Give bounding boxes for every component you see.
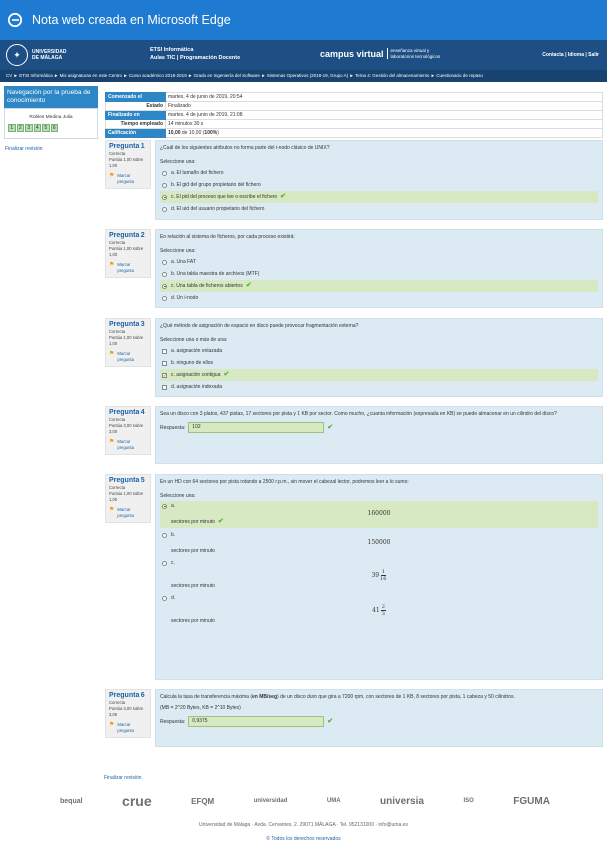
question-label: Pregunta (109, 143, 140, 150)
value-numerator: 1 (381, 569, 385, 575)
finish-review-link-bottom[interactable]: Finalizar revisión (104, 775, 142, 781)
grade-label: Calificación (106, 129, 166, 138)
state-value: Finalizado (166, 102, 603, 111)
started-label: Comenzado el (106, 93, 166, 102)
question-3 (105, 318, 603, 397)
option-c[interactable] (160, 280, 598, 292)
uma-seal-logo[interactable]: UMA (326, 798, 341, 804)
window-titlebar (0, 0, 607, 40)
question-4 (105, 406, 603, 464)
question-button-1[interactable]: 1 (8, 124, 16, 132)
efqm-logo[interactable]: EFQM (191, 796, 215, 806)
question-text: ¿Qué método de asignación de espacio en disco puede provocar fragmentación externa? (160, 323, 359, 329)
option-label: c. asignación contigua (171, 372, 221, 378)
question-text: En un HD con 64 sectores por pista rotando a 2500 r.p.m., sin mover el cabezal lector, podremos leer a lo sumo: (160, 479, 409, 485)
crue-logo[interactable]: crue (122, 793, 152, 809)
option-a[interactable] (160, 345, 598, 357)
option-d[interactable] (160, 203, 598, 215)
option-a[interactable] (160, 256, 598, 268)
flag-label: Marcar pregunta (117, 507, 134, 518)
option-label: b. Una tabla maestra de archivos (MTF) (171, 271, 260, 277)
flag-icon: ⚑ (109, 722, 115, 728)
option-label: d. Un i-nodo (171, 295, 199, 301)
breadcrumb[interactable]: CV ► ETSI Informática ► Mis asignaturas en este Centro ► Curso académico 2018-2019 ► Grado en Ingeniería del Software ► Sistemas Operativos (2018-19, Grupo A) ► Tema 4: Gestión del almacenamiento ► Cuestionario de repaso (0, 70, 607, 82)
question-score: Puntúa 1,00 sobre 1,00 (109, 335, 144, 346)
finished-value: martes, 4 de junio de 2019, 21:08 (166, 111, 603, 120)
question-content (155, 318, 603, 397)
answer-prompt: Seleccione una: (160, 248, 196, 254)
correct-check-icon: ✔ (217, 518, 224, 525)
text-part: ) de un disco duro que gira a 7200 rpm, con sectores de 1 KB, 8 sectores por pista, 1 cabeza y 50 cilindros. (277, 694, 515, 700)
question-6 (105, 689, 603, 747)
option-value: 150000 (367, 539, 391, 546)
question-label: Pregunta (109, 692, 140, 699)
attempt-summary (105, 92, 603, 138)
correct-check-icon: ✔ (327, 423, 334, 431)
value-denominator: 16 (380, 576, 387, 582)
quiz-navigation-title: Navegación por la prueba de conocimiento (4, 86, 98, 108)
campus-subtitle-2: laboratorios tecnológicos (390, 53, 441, 59)
question-content (155, 406, 603, 464)
flag-question-link[interactable] (109, 507, 147, 519)
option-label: b. ninguno de ellos (171, 360, 213, 366)
flag-label: Marcar pregunta (117, 439, 134, 450)
radio[interactable] (162, 171, 167, 176)
question-number: 6 (140, 692, 145, 699)
question-info (105, 689, 151, 738)
option-c[interactable] (160, 191, 598, 203)
state-label: Estado (106, 102, 166, 111)
option-unit: sectores por minuto (171, 583, 215, 589)
question-info (105, 318, 151, 367)
question-content (155, 474, 603, 680)
question-score: Puntúa 3,00 sobre 3,00 (109, 423, 144, 434)
footer-copyright[interactable]: © Todos los derechos reservados (266, 836, 341, 842)
window-title: Nota web creada en Microsoft Edge (32, 13, 231, 27)
option-value: 160000 (367, 510, 391, 517)
question-text: ¿Cuál de los siguientes atributos no forma parte del i-nodo clásico de UNIX? (160, 145, 330, 151)
question-buttons (8, 124, 94, 132)
radio[interactable] (162, 296, 167, 301)
flag-icon: ⚑ (109, 507, 115, 513)
header-links[interactable]: Contacta | Idioma | Salir (542, 52, 599, 58)
question-score: Puntúa 3,00 sobre 3,00 (109, 706, 144, 717)
option-d[interactable] (160, 592, 598, 627)
option-unit: sectores por minuto (171, 519, 215, 525)
flag-question-link[interactable] (109, 439, 147, 451)
question-content (155, 689, 603, 747)
flag-icon: ⚑ (109, 351, 115, 357)
university-crest-icon: ✦ (6, 44, 28, 66)
site-header (0, 40, 607, 70)
flag-question-link[interactable] (109, 351, 147, 363)
question-info (105, 406, 151, 455)
question-1 (105, 140, 603, 220)
option-a[interactable] (160, 501, 598, 528)
radio-selected[interactable] (162, 504, 167, 509)
option-letter: b. (171, 532, 176, 538)
university-name-line2: DE MÁLAGA (32, 55, 63, 61)
question-status: Correcta (109, 700, 126, 705)
answer-label: Respuesta: (160, 424, 186, 431)
option-value (162, 569, 596, 582)
flag-label: Marcar pregunta (117, 173, 134, 184)
question-number: 4 (140, 409, 145, 416)
question-label: Pregunta (109, 477, 140, 484)
radio[interactable] (162, 207, 167, 212)
flag-label: Marcar pregunta (117, 722, 134, 733)
radio[interactable] (162, 561, 167, 566)
question-score: Puntúa 1,00 sobre 1,00 (109, 246, 144, 257)
question-number: 3 (140, 321, 145, 328)
grade-rest: de 10,00 ( (180, 130, 205, 136)
checkbox[interactable] (162, 385, 167, 390)
fguma-logo[interactable]: FGUMA (513, 795, 550, 807)
flag-icon: ⚑ (109, 262, 115, 268)
option-c[interactable] (160, 557, 598, 592)
option-b[interactable] (160, 357, 598, 369)
question-status: Correcta (109, 485, 126, 490)
question-number: 5 (140, 477, 145, 484)
grade-value (166, 129, 603, 138)
option-letter: c. (171, 560, 175, 566)
time-label: Tiempo empleado (106, 120, 166, 129)
universia-logo[interactable]: universia (380, 795, 424, 807)
correct-check-icon: ✔ (245, 282, 252, 289)
universidad-logo[interactable]: universidad (253, 798, 288, 804)
question-label: Pregunta (109, 409, 140, 416)
correct-check-icon: ✔ (280, 193, 287, 200)
flag-label: Marcar pregunta (117, 262, 134, 273)
question-content (155, 140, 603, 220)
flag-question-link[interactable] (109, 722, 147, 734)
option-label: b. El gid del grupo propietario del fichero (171, 182, 261, 188)
question-status: Correcta (109, 151, 126, 156)
iso-logo[interactable]: ISO (463, 798, 474, 804)
question-label: Pregunta (109, 232, 140, 239)
question-status: Correcta (109, 417, 126, 422)
answer-label: Respuesta: (160, 718, 186, 725)
edge-icon (8, 13, 22, 27)
question-5 (105, 474, 603, 680)
school-subtitle: Aulas TIC | Programación Docente (150, 55, 241, 61)
user-name: Robles Medina Julia (29, 115, 73, 120)
finished-label: Finalizado en (106, 111, 166, 120)
campus-subtitle-1: enseñanza virtual y (390, 48, 430, 53)
option-letter: a. (171, 503, 176, 509)
checkbox[interactable] (162, 361, 167, 366)
question-status: Correcta (109, 329, 126, 334)
option-b[interactable] (160, 179, 598, 191)
value-denominator: 3 (381, 611, 385, 617)
partner-logos (60, 786, 550, 816)
question-text: En relación al sistema de ficheros, por cada proceso existirá: (160, 234, 295, 240)
question-score: Puntúa 1,00 sobre 1,00 (109, 491, 144, 502)
question-label: Pregunta (109, 321, 140, 328)
option-unit: sectores por minuto (171, 618, 215, 624)
bequal-logo[interactable]: bequal (60, 797, 83, 805)
option-unit: sectores por minuto (171, 548, 215, 554)
question-score: Puntúa 1,00 sobre 1,00 (109, 157, 144, 168)
option-b[interactable] (160, 528, 598, 557)
answer-prompt: Seleccione una o más de una: (160, 337, 228, 343)
grade-percent: 100% (204, 130, 218, 136)
radio[interactable] (162, 533, 167, 538)
question-button-6[interactable]: 6 (51, 124, 59, 132)
answer-prompt: Seleccione una: (160, 159, 196, 165)
correct-check-icon: ✔ (223, 371, 230, 378)
question-text (160, 693, 598, 701)
answer-prompt: Seleccione una: (160, 493, 196, 499)
campus-virtual-logo[interactable] (320, 48, 440, 59)
checkbox[interactable] (162, 349, 167, 354)
value-numerator: 2 (381, 604, 385, 610)
checkbox-checked[interactable]: ✓ (163, 372, 167, 378)
value-whole: 41 (372, 607, 380, 614)
university-name-line1: UNIVERSIDAD (32, 49, 67, 55)
started-value: martes, 4 de junio de 2019, 20:54 (166, 93, 603, 102)
question-text: Sea un disco con 3 platos, 437 pistas, 17 sectores por pista y 1 KB por sector. Como mucho, ¿cuanta información (expresada en KB) se puede almacenar en un cilindro del disco? (160, 411, 557, 417)
question-button-2[interactable]: 2 (17, 124, 25, 132)
school-name: ETSI Informática (150, 47, 194, 53)
option-a[interactable] (160, 167, 598, 179)
radio[interactable] (162, 183, 167, 188)
question-info (105, 140, 151, 189)
grade-score: 10,00 (168, 130, 181, 136)
text-bold: en MB/seg (252, 694, 278, 700)
question-button-3[interactable]: 3 (25, 124, 33, 132)
radio-selected[interactable] (162, 284, 167, 289)
time-value: 14 minutos 30 s (166, 120, 603, 129)
option-c[interactable] (160, 369, 598, 381)
question-content (155, 229, 603, 308)
question-button-5[interactable]: 5 (42, 124, 50, 132)
option-label: a. asignación enlazada (171, 348, 223, 354)
radio-selected[interactable] (162, 195, 167, 200)
university-logo[interactable] (6, 44, 66, 66)
radio[interactable] (162, 272, 167, 277)
quiz-navigation (4, 86, 98, 152)
radio[interactable] (162, 260, 167, 265)
option-label: a. El tamaño del fichero (171, 170, 224, 176)
option-label: a. Una FAT (171, 259, 196, 265)
value-whole: 39 (371, 572, 380, 579)
question-info (105, 474, 151, 523)
radio[interactable] (162, 596, 167, 601)
question-info (105, 229, 151, 278)
campus-virtual-title: campus virtual (320, 48, 384, 59)
question-status: Correcta (109, 240, 126, 245)
question-note: (MB = 2^20 Bytes, KB = 2^10 Bytes) (160, 705, 241, 711)
option-b[interactable] (160, 268, 598, 280)
option-letter: d. (171, 595, 176, 601)
flag-icon: ⚑ (109, 173, 115, 179)
flag-icon: ⚑ (109, 439, 115, 445)
option-value (162, 604, 596, 617)
correct-check-icon: ✔ (327, 717, 334, 725)
answer-input[interactable]: 102 (188, 422, 324, 433)
flag-question-link[interactable] (109, 173, 147, 185)
option-d[interactable] (160, 381, 598, 393)
text-part: Calcula la tasa de transferencia máxima ( (160, 694, 252, 700)
answer-input[interactable]: 0,9375 (188, 716, 324, 727)
finish-review-link[interactable]: Finalizar revisión (5, 146, 43, 152)
option-d[interactable] (160, 292, 598, 304)
question-number: 2 (140, 232, 145, 239)
option-label: c. El pid del proceso que lee o escribe el fichero (171, 194, 278, 200)
option-label: c. Una tabla de ficheros abiertos (171, 283, 243, 289)
option-label: d. asignación indexada (171, 384, 223, 390)
question-2 (105, 229, 603, 308)
question-number: 1 (140, 143, 145, 150)
question-button-4[interactable]: 4 (34, 124, 42, 132)
flag-question-link[interactable] (109, 262, 147, 274)
footer-address: Universidad de Málaga · Avda. Cervantes, 2. 29071 MÁLAGA · Tel. 952131000 · info@uma.es (199, 822, 408, 828)
grade-end: ) (217, 130, 219, 136)
flag-label: Marcar pregunta (117, 351, 134, 362)
option-label: d. El uid del usuario propietario del fichero (171, 206, 265, 212)
